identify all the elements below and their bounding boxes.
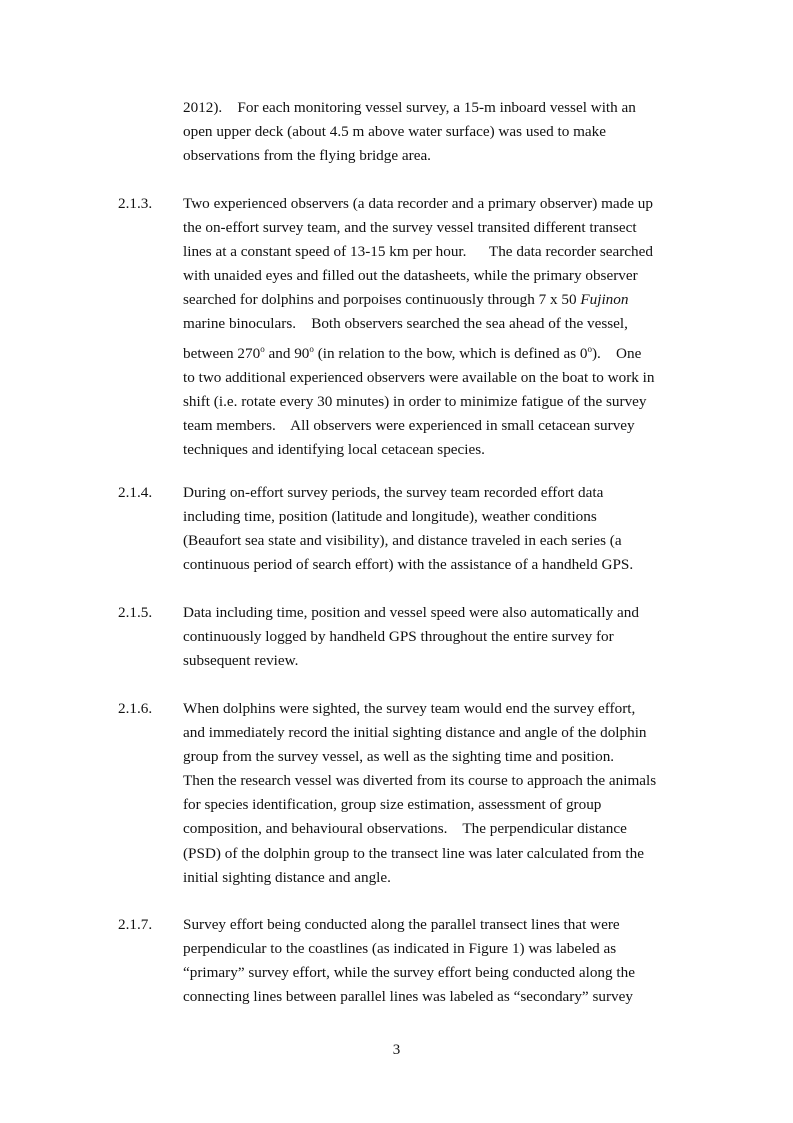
text-line: open upper deck (about 4.5 m above water surface) was used to make (183, 123, 606, 141)
degree-symbol: o (260, 343, 265, 354)
text-line: connecting lines between parallel lines was labeled as “secondary” survey (183, 988, 633, 1006)
degree-symbol: o (587, 343, 592, 354)
text-line: Survey effort being conducted along the parallel transect lines that were (183, 916, 620, 933)
text-segment: (in relation to the bow, which is defined as 0 (313, 344, 588, 362)
text-line: During on-effort survey periods, the survey team recorded effort data (183, 484, 604, 501)
page-number: 3 (392, 1042, 401, 1058)
text-line: composition, and behavioural observations. The perpendicular distance (183, 820, 627, 838)
section-number: 2.1.5. (118, 604, 153, 621)
text-line: When dolphins were sighted, the survey team would end the survey effort, (183, 700, 636, 717)
text-line: to two additional experienced observers were available on the boat to work in (183, 368, 655, 386)
section-number: 2.1.4. (118, 484, 153, 501)
text-line: continuously logged by handheld GPS throughout the entire survey for (183, 628, 614, 646)
text-line: for species identification, group size estimation, assessment of group (183, 796, 602, 814)
section-number: 2.1.7. (118, 916, 153, 933)
text-line: the on-effort survey team, and the survey vessel transited different transect (183, 219, 637, 237)
section-number: 2.1.3. (118, 195, 153, 212)
text-line: techniques and identifying local cetacean species. (183, 441, 485, 458)
paragraph-text (183, 481, 633, 577)
text-line: marine binoculars. Both observers searched the sea ahead of the vessel, (183, 315, 628, 333)
paragraph-text (183, 601, 639, 673)
text-line: 2012). For each monitoring vessel survey, a 15-m inboard vessel with an (183, 99, 636, 116)
degree-symbol: o (309, 343, 314, 354)
text-line: perpendicular to the coastlines (as indicated in Figure 1) was labeled as (183, 940, 617, 958)
paragraph-text (183, 913, 635, 1009)
binocular-brand: Fujinon (580, 291, 629, 309)
text-line: Two experienced observers (a data recorder and a primary observer) made up (183, 195, 653, 212)
text-line: continuous period of search effort) with the assistance of a handheld GPS. (183, 556, 634, 574)
text-line: lines at a constant speed of 13-15 km per hour. The data recorder searched (183, 243, 653, 261)
text-segment: ). One (592, 344, 642, 362)
text-line: team members. All observers were experienced in small cetacean survey (183, 416, 635, 434)
text-segment: between 270 (183, 344, 261, 362)
text-line (183, 288, 655, 312)
text-line: “primary” survey effort, while the survey effort being conducted along the (183, 964, 635, 982)
text-line: subsequent review. (183, 652, 299, 670)
text-line: Data including time, position and vessel speed were also automatically and (183, 604, 639, 621)
section-number: 2.1.6. (118, 700, 153, 717)
text-line: (Beaufort sea state and visibility), and distance traveled in each series (a (183, 532, 622, 550)
text-segment: searched for dolphins and porpoises continuously through 7 x 50 (183, 291, 581, 309)
paragraph-text (183, 697, 656, 890)
text-line: and immediately record the initial sighting distance and angle of the dolphin (183, 724, 647, 742)
text-segment: and 90 (264, 344, 310, 362)
text-line: (PSD) of the dolphin group to the transect line was later calculated from the (183, 844, 644, 862)
paragraph-text (183, 192, 655, 462)
text-line: with unaided eyes and filled out the datasheets, while the primary observer (183, 267, 638, 285)
text-line-angles (183, 337, 655, 366)
text-line: including time, position (latitude and longitude), weather conditions (183, 508, 597, 526)
text-line: Then the research vessel was diverted from its course to approach the animals (183, 772, 657, 790)
text-line: group from the survey vessel, as well as the sighting time and position. (183, 748, 615, 766)
text-line: shift (i.e. rotate every 30 minutes) in order to minimize fatigue of the survey (183, 392, 647, 410)
paragraph-text (183, 96, 636, 168)
text-line: initial sighting distance and angle. (183, 868, 391, 886)
text-line: observations from the flying bridge area. (183, 147, 431, 165)
